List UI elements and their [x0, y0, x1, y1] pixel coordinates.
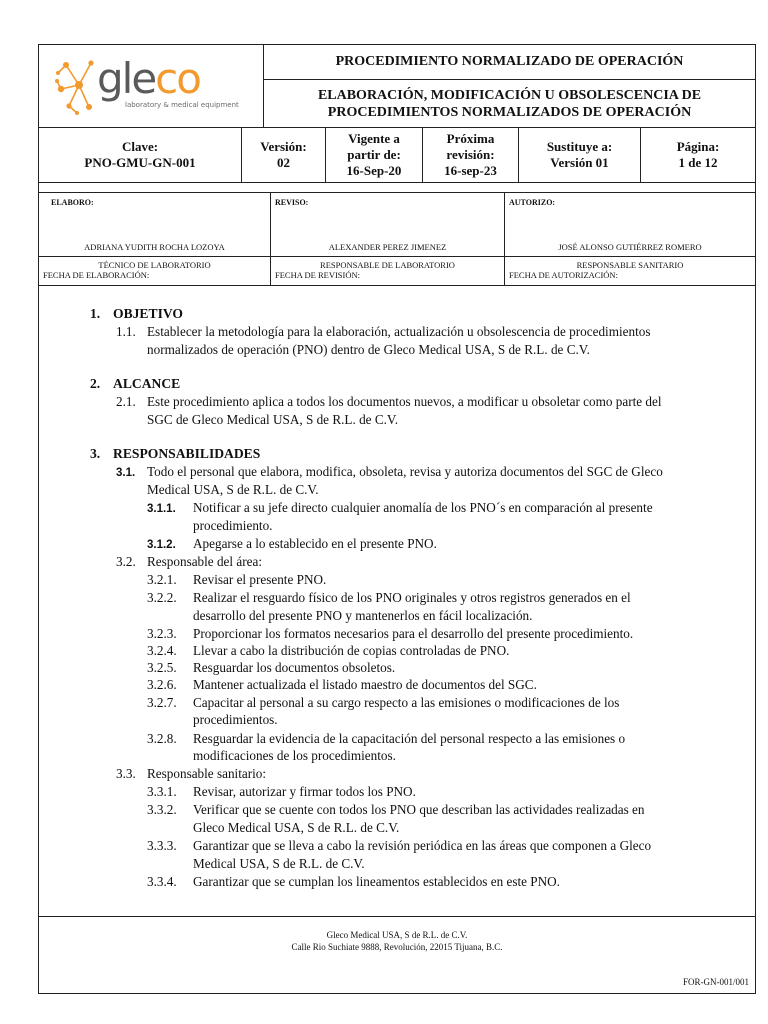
item-3-2-2-number: 3.2.2. [147, 590, 177, 605]
section-3-title: RESPONSABILIDADES [113, 446, 261, 461]
item-3-1-2-number: 3.1.2. [147, 539, 176, 551]
item-3-2-8-number: 3.2.8. [147, 731, 177, 746]
autorizo-role: RESPONSABLE SANITARIO [576, 260, 684, 270]
item-3-3-line-1: Responsable sanitario: [147, 766, 267, 781]
logo-tagline: laboratory & medical equipment [125, 101, 239, 109]
item-3-2-3-number: 3.2.3. [147, 626, 177, 641]
item-3-3-1-line-1: Revisar, autorizar y firmar todos los PNO. [193, 784, 416, 799]
vigente-cell [326, 128, 423, 182]
item-3-3-3-line-1: Garantizar que se lleva a cabo la revisión periódica en las áreas que componen a Gleco [193, 838, 652, 853]
role-reviso [271, 257, 505, 285]
clave-value: PNO-GMU-GN-001 [84, 155, 196, 170]
signature-autorizo [505, 193, 755, 256]
document-page [38, 44, 756, 994]
item-3-3-3-number: 3.3.3. [147, 838, 177, 853]
item-3-2-number: 3.2. [116, 554, 136, 569]
item-3-3-number: 3.3. [116, 766, 136, 781]
signature-elaboro [39, 193, 271, 256]
elaboro-name: ADRIANA YUDITH ROCHA LOZOYA [84, 242, 225, 252]
item-2-1-line-1: Este procedimiento aplica a todos los documentos nuevos, a modificar u obsoletar como parte del [147, 394, 662, 409]
item-2-1-number: 2.1. [116, 394, 136, 409]
item-3-3-1-number: 3.3.1. [147, 784, 177, 799]
spacer-row [39, 183, 755, 193]
elaboro-label: ELABORO: [51, 198, 94, 207]
autorizo-name: JOSÉ ALONSO GUTIÉRREZ ROMERO [558, 242, 702, 252]
reviso-date-label: FECHA DE REVISIÓN: [275, 270, 361, 280]
item-3-3-2-line-2: Gleco Medical USA, S de R.L. de C.V. [193, 820, 400, 835]
subtitle-line-2: PROCEDIMIENTOS NORMALIZADOS DE OPERACIÓN [327, 104, 692, 120]
proxima-label-2: revisión: [446, 147, 495, 162]
item-3-2-line-1: Responsable del área: [147, 554, 262, 569]
clave-cell [39, 128, 242, 182]
item-3-3-4-line-1: Garantizar que se cumplan los lineamentos establecidos en este PNO. [193, 874, 560, 889]
elaboro-role: TÉCNICO DE LABORATORIO [98, 260, 211, 270]
item-3-2-7-number: 3.2.7. [147, 695, 177, 710]
item-3-2-1-number: 3.2.1. [147, 572, 177, 587]
item-1-1-line-2: normalizados de operación (PNO) dentro de Gleco Medical USA, S de R.L. de C.V. [147, 342, 590, 357]
role-row [39, 257, 755, 286]
signature-row [39, 193, 755, 257]
subtitle-line-1: ELABORACIÓN, MODIFICACIÓN U OBSOLESCENCIA DE [317, 87, 702, 103]
company-logo [39, 45, 264, 127]
vigente-value: 16-Sep-20 [346, 163, 402, 178]
item-3-2-4-line-1: Llevar a cabo la distribución de copias controladas de PNO. [193, 643, 510, 658]
item-3-2-2-line-1: Realizar el resguardo físico de los PNO originales y otros registros generados en el [193, 590, 631, 605]
item-3-2-8-line-1: Resguardar la evidencia de la capacitación del personal respecto a las emisiones o [193, 731, 626, 746]
signature-reviso [271, 193, 505, 256]
reviso-role: RESPONSABLE DE LABORATORIO [320, 260, 455, 270]
item-3-2-8-line-2: modificaciones de los procedimientos. [193, 748, 396, 763]
proxima-value: 16-sep-23 [444, 163, 497, 178]
form-code: FOR-GN-001/001 [682, 977, 749, 987]
item-3-1-1-line-2: procedimiento. [193, 518, 273, 533]
document-header [39, 45, 755, 128]
version-label: Versión: [260, 139, 307, 154]
item-3-1-number: 3.1. [116, 467, 136, 479]
section-3-number: 3. [90, 446, 101, 461]
item-3-3-3-line-2: Medical USA, S de R.L. de C.V. [193, 856, 365, 871]
item-3-2-5-line-1: Resguardar los documentos obsoletos. [193, 660, 396, 675]
vigente-label-2: partir de: [347, 147, 401, 162]
item-3-1-line-1: Todo el personal que elabora, modifica, obsoleta, revisa y autoriza documentos del SGC de Gleco [147, 464, 663, 479]
version-cell [242, 128, 326, 182]
document-subtitle [264, 80, 755, 127]
role-autorizo [505, 257, 755, 285]
item-3-2-6-number: 3.2.6. [147, 677, 177, 692]
item-2-1-line-2: SGC de Gleco Medical USA, S de R.L. de C.V. [147, 412, 399, 427]
footer-company: Gleco Medical USA, S de R.L. de C.V. [326, 930, 468, 940]
autorizo-date-label: FECHA DE AUTORIZACIÓN: [509, 270, 618, 280]
logo-wordmark: gleco [97, 54, 200, 103]
footer-divider [39, 916, 755, 917]
item-3-1-1-number: 3.1.1. [147, 503, 176, 515]
item-3-2-4-number: 3.2.4. [147, 643, 177, 658]
role-elaboro [39, 257, 271, 285]
item-3-2-1-line-1: Revisar el presente PNO. [193, 572, 327, 587]
document-title: PROCEDIMIENTO NORMALIZADO DE OPERACIÓN [264, 45, 755, 80]
autorizo-label: AUTORIZO: [509, 198, 556, 207]
document-meta-row [39, 128, 755, 183]
item-3-3-4-number: 3.3.4. [147, 874, 177, 889]
sustituye-value: Versión 01 [550, 155, 609, 170]
elaboro-date-label: FECHA DE ELABORACIÓN: [43, 270, 150, 280]
item-3-1-1-line-1: Notificar a su jefe directo cualquier anomalía de los PNO´s en comparación al presente [193, 500, 653, 515]
section-2-number: 2. [90, 376, 101, 391]
pagina-cell [641, 128, 755, 182]
proxima-label-1: Próxima [446, 131, 495, 146]
item-3-1-2-line-1: Apegarse a lo establecido en el presente PNO. [193, 536, 437, 551]
vigente-label-1: Vigente a [348, 131, 400, 146]
version-value: 02 [277, 155, 290, 170]
pagina-value: 1 de 12 [678, 155, 718, 170]
item-3-1-line-2: Medical USA, S de R.L. de C.V. [147, 482, 319, 497]
item-3-2-3-line-1: Proporcionar los formatos necesarios para el desarrollo del presente procedimiento. [193, 626, 634, 641]
section-1-number: 1. [90, 306, 101, 321]
clave-label: Clave: [121, 139, 159, 154]
section-2-title: ALCANCE [113, 376, 181, 391]
item-3-3-2-line-1: Verificar que se cuente con todos los PNO que describan las actividades realizadas en [193, 802, 645, 817]
section-1-title: OBJETIVO [113, 306, 183, 321]
pagina-label: Página: [676, 139, 720, 154]
item-1-1-line-1: Establecer la metodología para la elaboración, actualización u obsolescencia de procedimientos [147, 324, 651, 339]
item-3-2-7-line-2: procedimientos. [193, 712, 278, 727]
footer-address: Calle Rio Suchiate 9888, Revolución, 22015 Tijuana, B.C. [291, 942, 503, 952]
item-3-3-2-number: 3.3.2. [147, 802, 177, 817]
reviso-label: REVISO: [275, 198, 309, 207]
item-3-2-6-line-1: Mantener actualizada el listado maestro de documentos del SGC. [193, 677, 537, 692]
reviso-name: ALEXANDER PEREZ JIMENEZ [328, 242, 447, 252]
sustituye-cell [519, 128, 641, 182]
sustituye-label: Sustituye a: [546, 139, 613, 154]
item-3-2-5-number: 3.2.5. [147, 660, 177, 675]
document-footer [39, 929, 755, 953]
item-1-1-number: 1.1. [116, 324, 136, 339]
item-3-2-2-line-2: desarrollo del presente PNO y mantenerlos en fácil localización. [193, 608, 533, 623]
proxima-cell [423, 128, 519, 182]
item-3-2-7-line-1: Capacitar al personal a su cargo respecto a las emisiones o modificaciones de los [193, 695, 620, 710]
